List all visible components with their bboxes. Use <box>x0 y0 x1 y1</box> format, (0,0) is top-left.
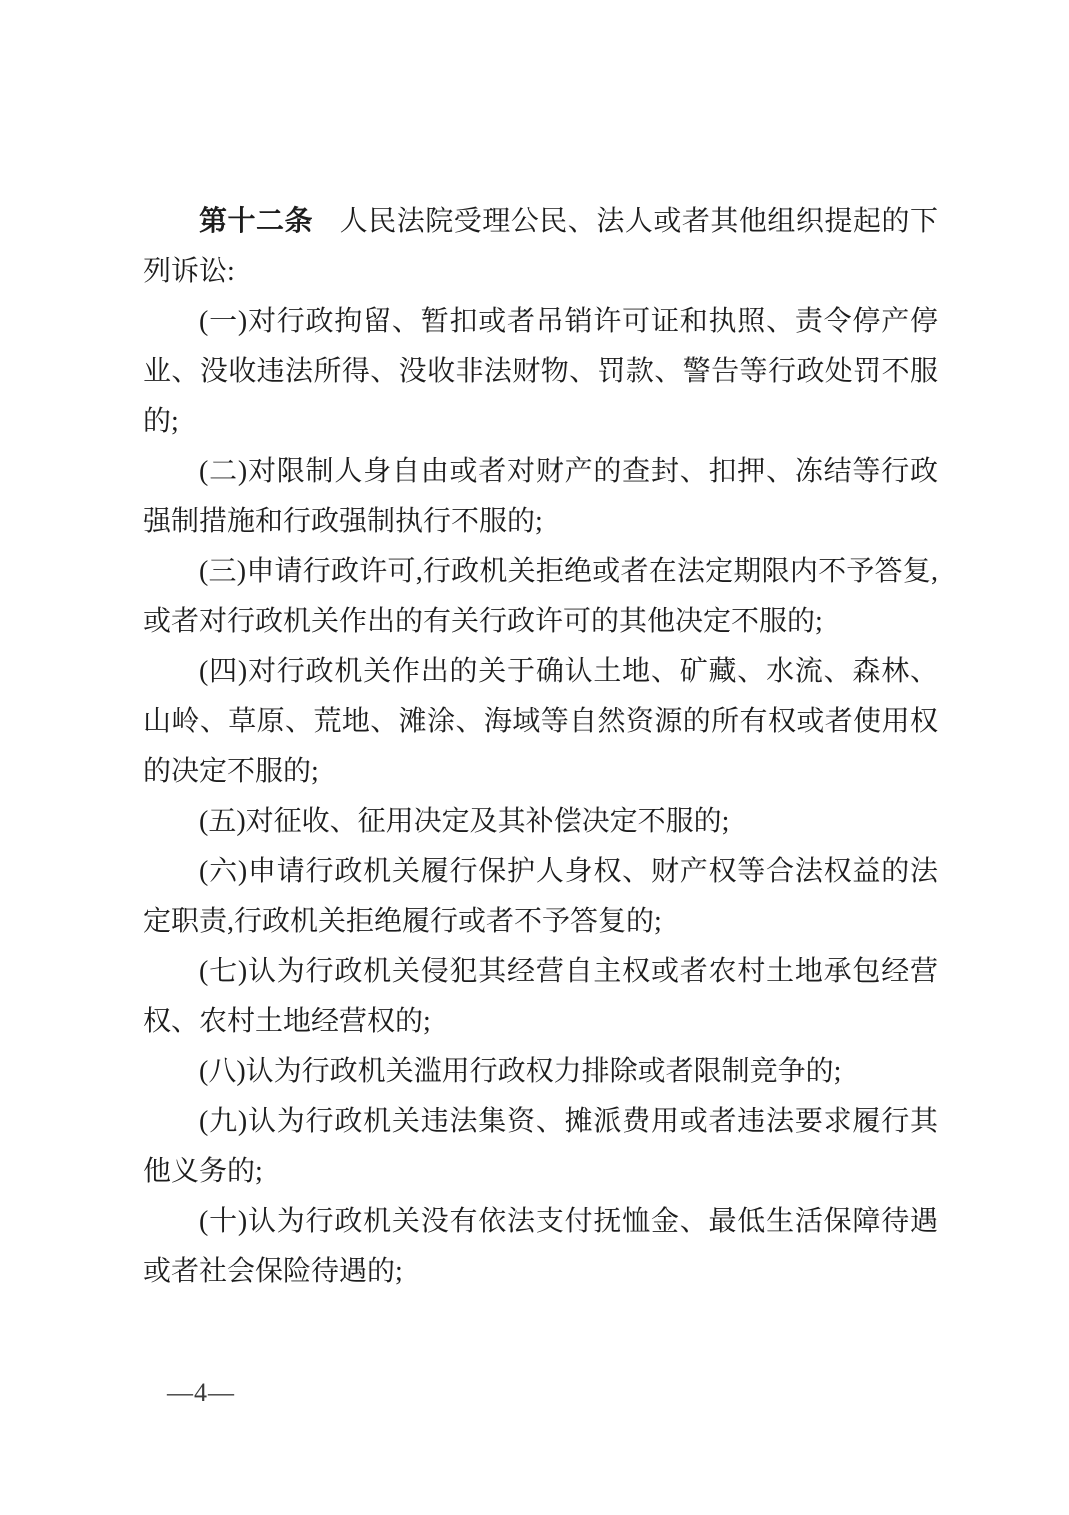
article-item-3: (三)申请行政许可,行政机关拒绝或者在法定期限内不予答复,或者对行政机关作出的有关行政许可的其他决定不服的; <box>143 556 938 637</box>
article-number: 第十二条 <box>199 205 314 236</box>
article-intro-text: 人民法院受理公民、法人或者其他组织提起的下列诉讼: <box>143 206 938 287</box>
article-item-10: (十)认为行政机关没有依法支付抚恤金、最低生活保障待遇或者社会保险待遇的; <box>143 1206 938 1287</box>
article-item-9: (九)认为行政机关违法集资、摊派费用或者违法要求履行其他义务的; <box>143 1106 938 1187</box>
article-item-8: (八)认为行政机关滥用行政权力排除或者限制竞争的; <box>199 1056 842 1087</box>
article-body <box>143 196 938 1297</box>
article-item-1: (一)对行政拘留、暂扣或者吊销许可证和执照、责令停产停业、没收违法所得、没收非法财物、罚款、警告等行政处罚不服的; <box>143 306 938 437</box>
article-item-7: (七)认为行政机关侵犯其经营自主权或者农村土地承包经营权、农村土地经营权的; <box>143 956 938 1037</box>
article-item-6: (六)申请行政机关履行保护人身权、财产权等合法权益的法定职责,行政机关拒绝履行或者不予答复的; <box>143 856 938 937</box>
article-item-4: (四)对行政机关作出的关于确认土地、矿藏、水流、森林、山岭、草原、荒地、滩涂、海域等自然资源的所有权或者使用权的决定不服的; <box>143 656 938 787</box>
article-item-2: (二)对限制人身自由或者对财产的查封、扣押、冻结等行政强制措施和行政强制执行不服的; <box>143 456 938 537</box>
article-intro-paragraph <box>143 196 938 297</box>
page-number: —4— <box>167 1378 235 1407</box>
article-item-5: (五)对征收、征用决定及其补偿决定不服的; <box>199 806 730 837</box>
